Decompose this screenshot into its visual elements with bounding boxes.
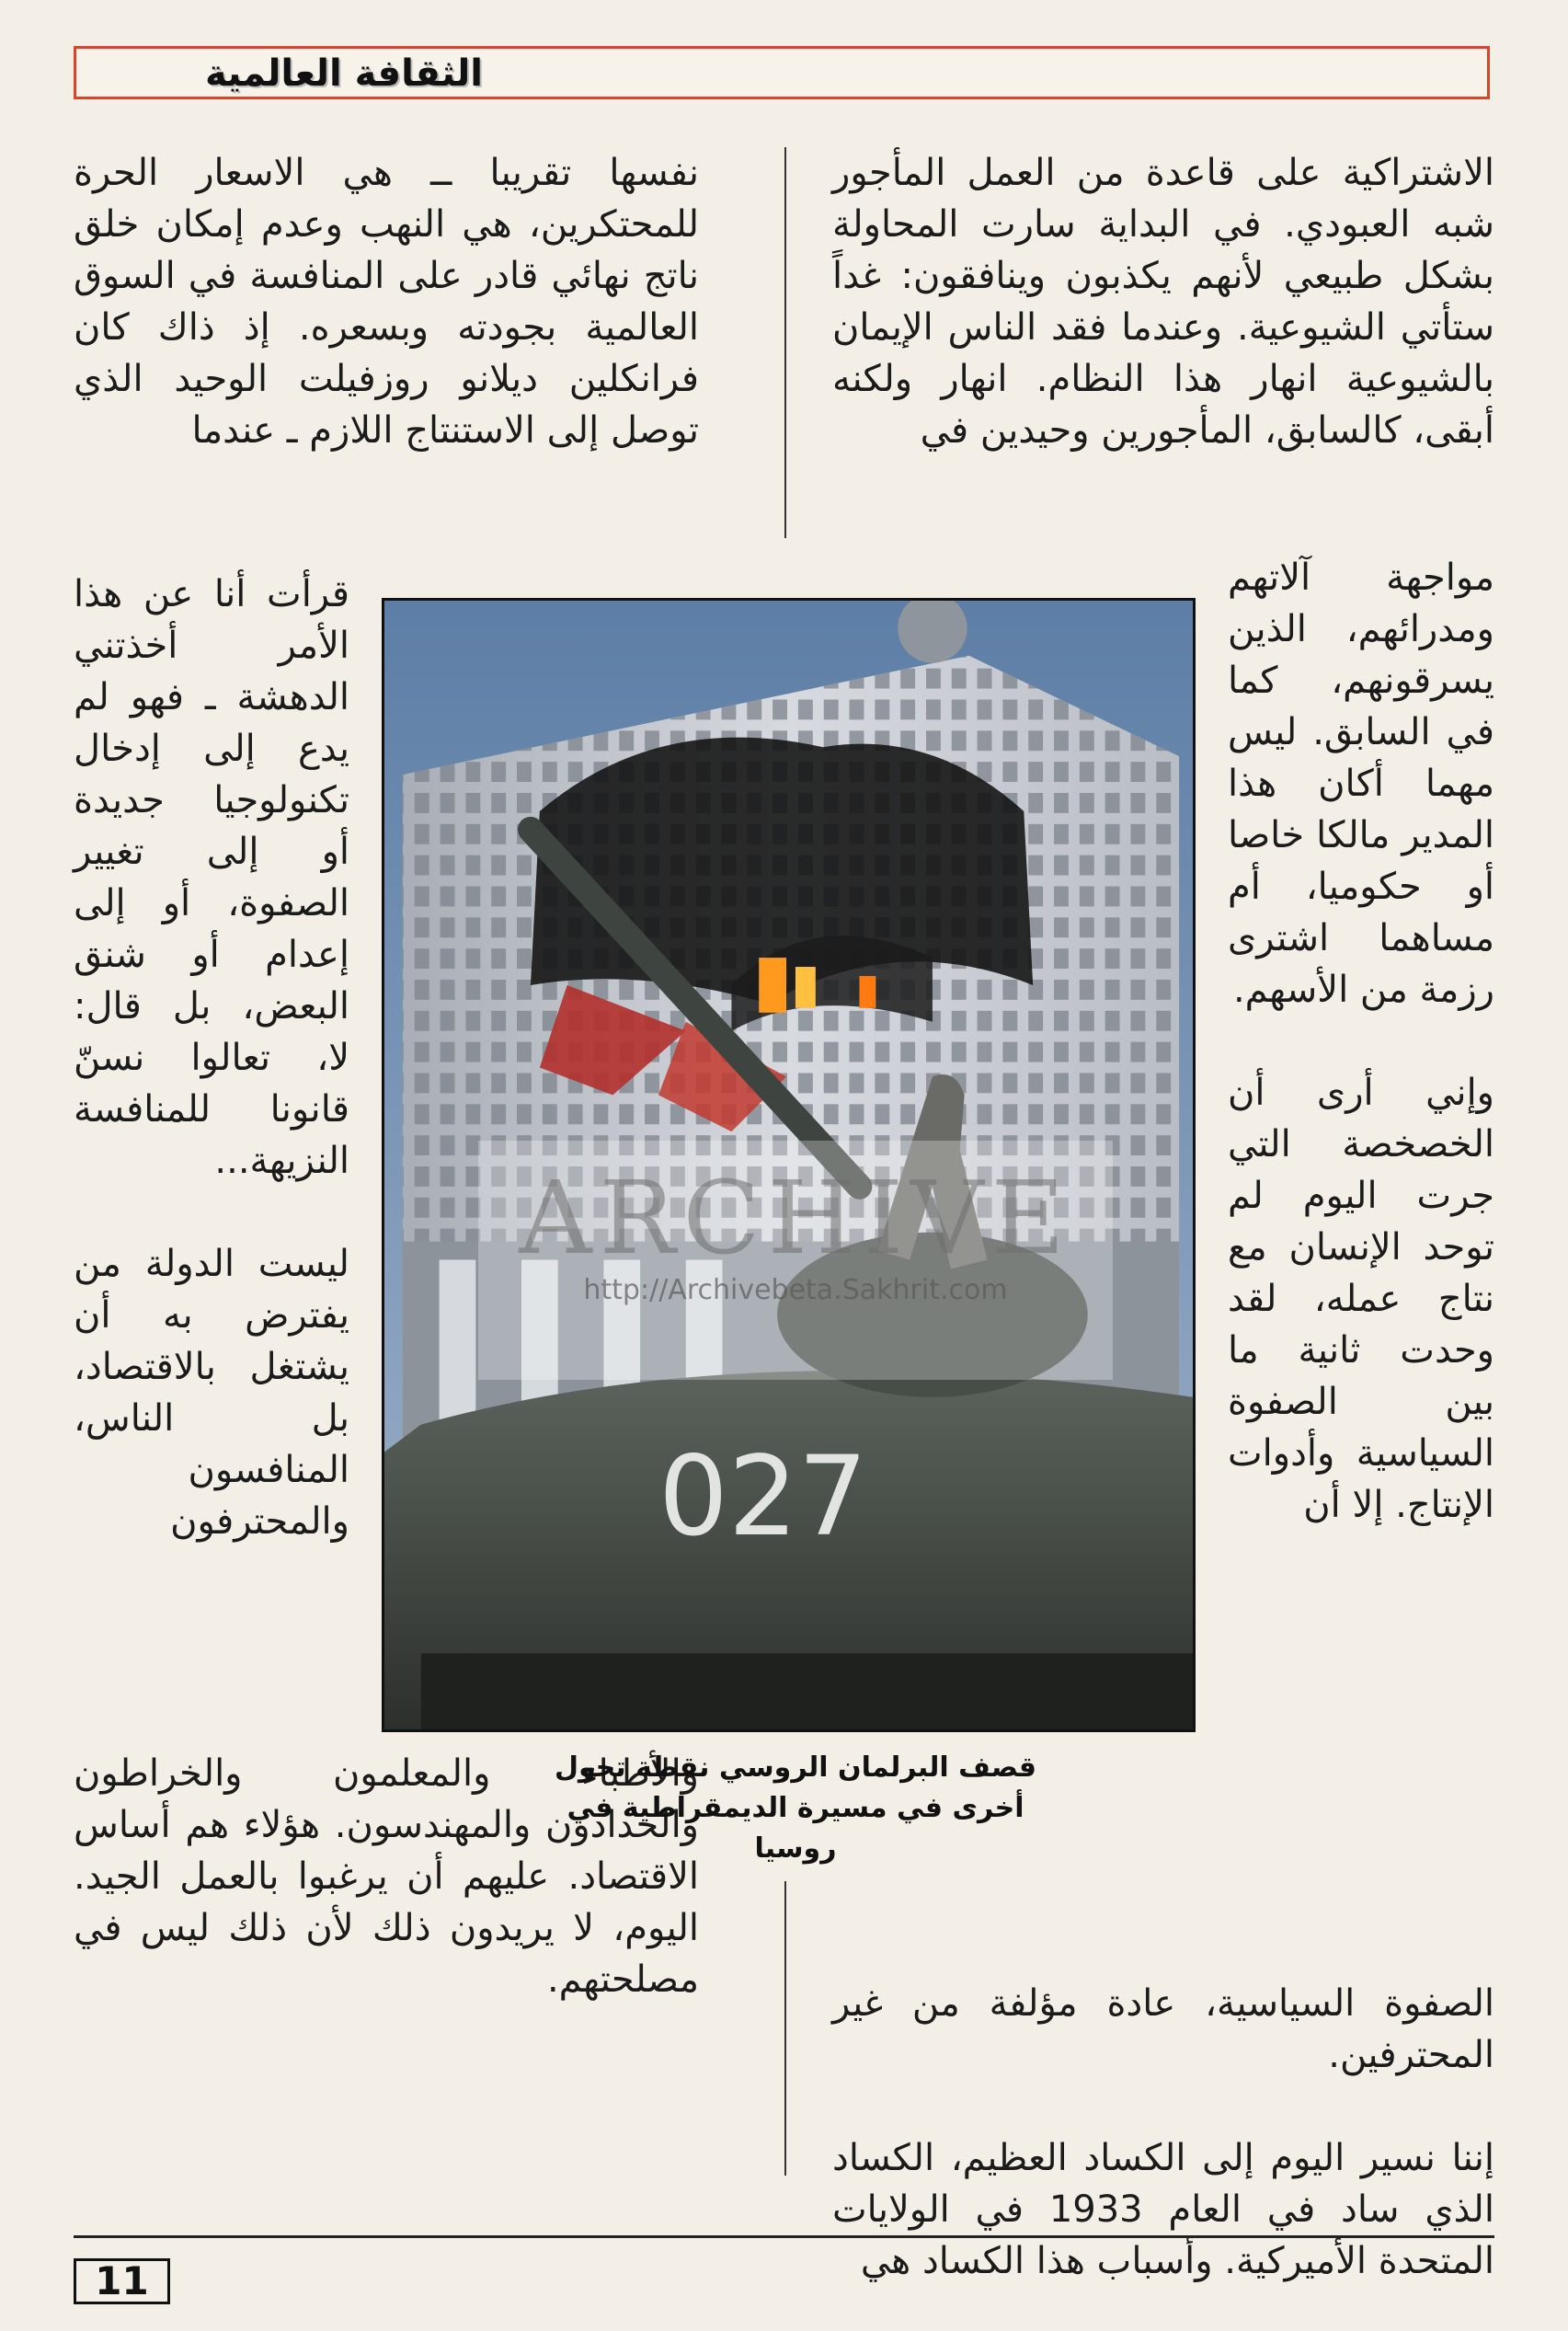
column-divider bbox=[784, 1881, 786, 2176]
column-divider bbox=[784, 147, 786, 538]
paragraph: الصفوة السياسية، عادة مؤلفة من غير المحترفين. bbox=[832, 1982, 1494, 2076]
magazine-title: الثقافة العالمية bbox=[205, 52, 483, 95]
page-number: 11 bbox=[74, 2258, 170, 2304]
paragraph: وإني أرى أن الخصخصة التي جرت اليوم لم توحد الإنسان مع نتاج عمله، لقد وحدت ثانية ما بين الصفوة السياسية وأدوات الإنتاج. إلا أن bbox=[1228, 1072, 1494, 1526]
right-column-narrow bbox=[1228, 552, 1494, 1531]
right-column-bottom bbox=[832, 1978, 1494, 2287]
paragraph: والأطباء والمعلمون والخراطون والحدادون والمهندسون. هؤلاء هم أساس الاقتصاد. عليهم أن يرغبوا بالعمل الجيد. اليوم، لا يريدون ذلك لأن ذلك ليس في مصلحتهم. bbox=[74, 1752, 699, 2001]
watermark-url: http://Archivebeta.Sakhrit.com bbox=[583, 1274, 1008, 1306]
tank-number: 027 bbox=[658, 1432, 868, 1562]
paragraph: قرأت أنا عن هذا الأمر أخذتني الدهشة ـ فهو لم يدع إلى إدخال تكنولوجيا جديدة أو إلى تغيير الصفوة، أو إلى إعدام أو شنق البعض، بل قال: لا، تعالوا نسنّ قانونا للمنافسة النزيهة... bbox=[74, 573, 349, 1182]
left-column-top bbox=[74, 147, 699, 456]
paragraph: إننا نسير اليوم إلى الكساد العظيم، الكساد الذي ساد في العام 1933 في الولايات المتحدة الأميركية. وأسباب هذا الكساد هي bbox=[832, 2137, 1494, 2282]
paragraph: ليست الدولة من يفترض به أن يشتغل بالاقتصاد، بل الناس، المنافسون والمحترفون bbox=[74, 1243, 349, 1543]
paragraph: مواجهة آلاتهم ومدرائهم، الذين يسرقونهم، كما في السابق. ليس مهما أكان هذا المدير مالكا خاصا أو حكوميا، أم مساهما اشترى رزمة من الأسهم. bbox=[1228, 557, 1494, 1011]
paragraph: الاشتراكية على قاعدة من العمل المأجور شبه العبودي. في البداية سارت المحاولة بشكل طبيعي لأنهم يكذبون وينافقون: غداً ستأتي الشيوعية. وعندما فقد الناس الإيمان بالشيوعية انهار هذا النظام. انهار ولكنه أبقى، كالسابق، المأجورين وحيدين في bbox=[832, 152, 1494, 452]
left-column-narrow bbox=[74, 568, 349, 1547]
footer-rule bbox=[74, 2235, 1494, 2238]
paragraph: نفسها تقريبا ــ هي الاسعار الحرة للمحتكرين، هي النهب وعدم إمكان خلق ناتج نهائي قادر على المنافسة في السوق العالمية بجودته وبسعره. إذ ذاك كان فرانكلين ديلانو روزفيلت الوحيد الذي توصل إلى الاستنتاج اللازم ـ عندما bbox=[74, 152, 699, 452]
photo-caption: قصف البرلمان الروسي نقطة تحول أخرى في مسيرة الديمقراطية في روسيا bbox=[554, 1751, 1037, 1865]
watermark-text: ARCHIVE bbox=[519, 1159, 1072, 1277]
header-bar bbox=[74, 46, 1490, 99]
right-column-top bbox=[832, 147, 1494, 456]
